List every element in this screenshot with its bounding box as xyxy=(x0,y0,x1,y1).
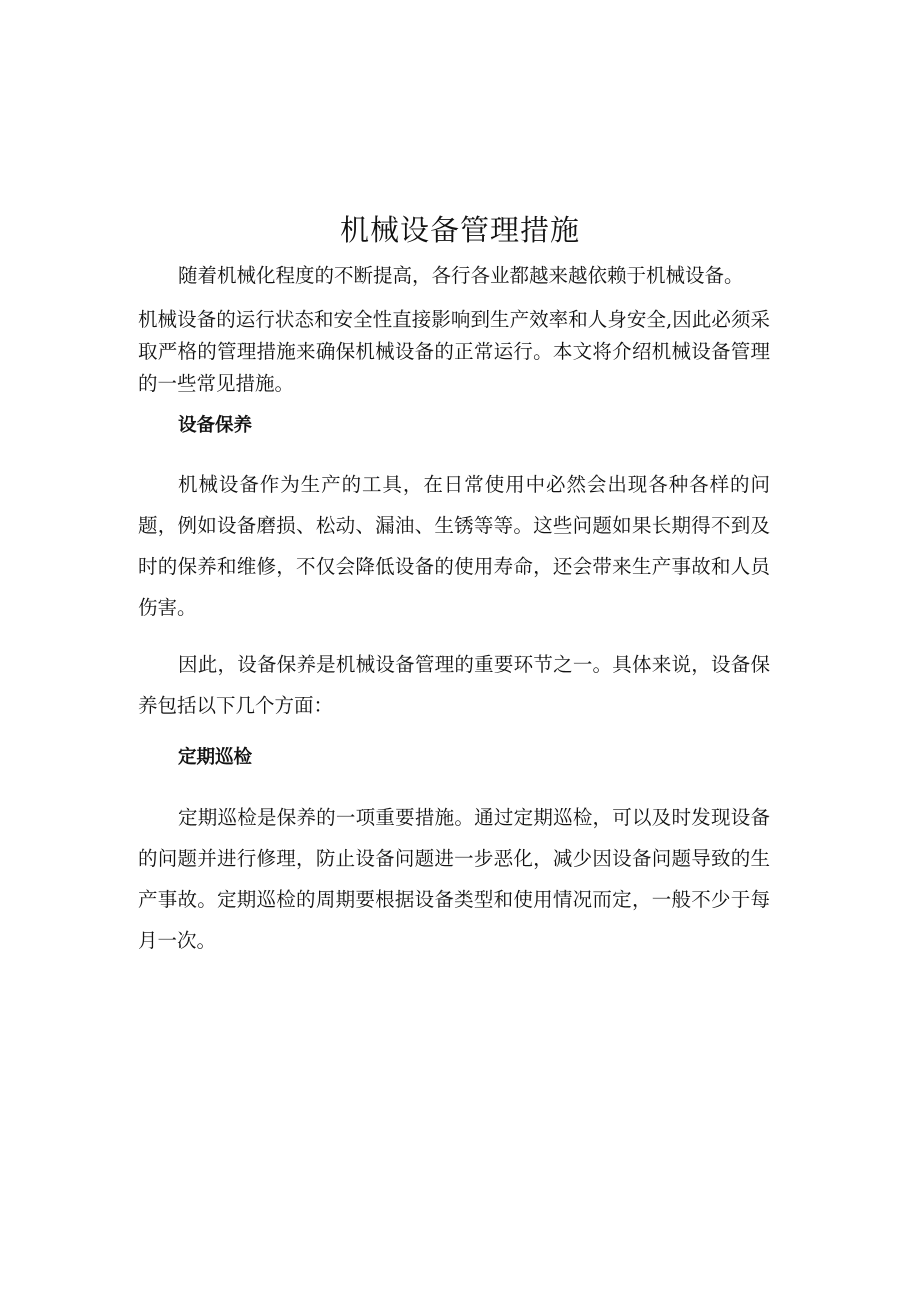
section-heading-inspection: 定期巡检 xyxy=(178,747,253,768)
maintenance-paragraph-2: 因此，设备保养是机械设备管理的重要环节之一。具体来说，设备保养包括以下几个方面： xyxy=(138,653,770,717)
document-title: 机械设备管理措施 xyxy=(339,213,580,247)
intro-paragraph-continuation: 机械设备的运行状态和安全性直接影响到生产效率和人身安全,因此必须采取严格的管理措施来确保机械设备的正常运行。本文将介绍机械设备管理的一些常见措施。 xyxy=(138,308,770,395)
section-heading-maintenance: 设备保养 xyxy=(178,415,253,436)
maintenance-paragraph-1: 机械设备作为生产的工具，在日常使用中必然会出现各种各样的问题，例如设备磨损、松动、漏油、生锈等等。这些问题如果长期得不到及时的保养和维修，不仅会降低设备的使用寿命，还会带来生产事故和人员伤害。 xyxy=(138,473,770,619)
intro-paragraph-line1: 随着机械化程度的不断提高，各行各业都越来越依赖于机械设备。 xyxy=(178,264,744,287)
inspection-paragraph-1: 定期巡检是保养的一项重要措施。通过定期巡检，可以及时发现设备的问题并进行修理，防止设备问题进一步恶化，减少因设备问题导致的生产事故。定期巡检的周期要根据设备类型和使用情况而定，一般不少于每月一次。 xyxy=(138,806,770,952)
